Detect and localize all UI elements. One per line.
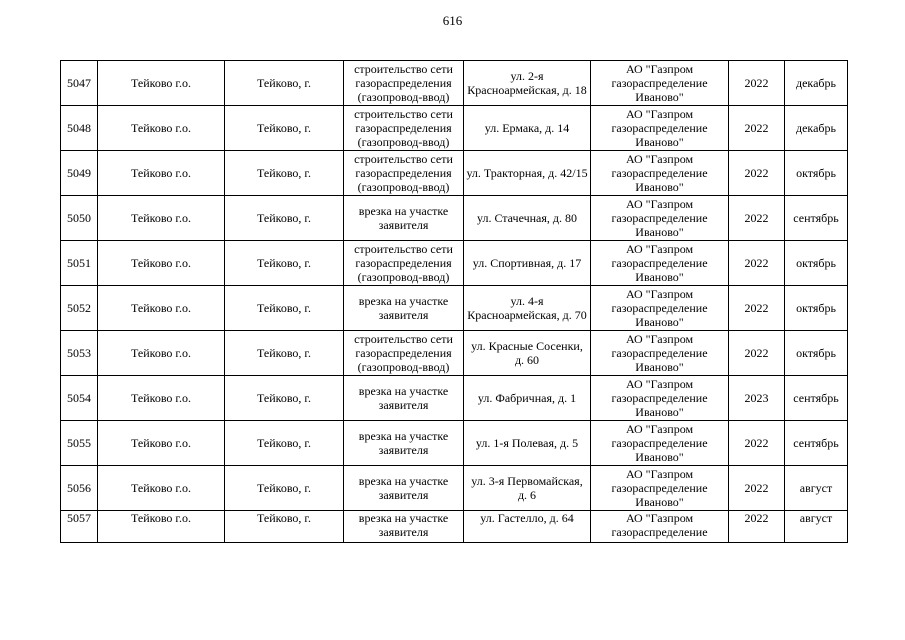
year-cell: 2022 <box>729 151 785 196</box>
year-cell: 2022 <box>729 421 785 466</box>
organization-cell <box>591 511 729 543</box>
row-number-text: 5057 <box>67 511 91 525</box>
row-number-cell: 5054 <box>61 376 98 421</box>
work-type-cell: строительство сети газораспределения (газопровод-ввод) <box>344 106 464 151</box>
year-text: 2022 <box>744 511 769 525</box>
locality-cell: Тейково, г. <box>225 466 344 511</box>
district-cell: Тейково г.о. <box>98 466 225 511</box>
district-cell <box>98 511 225 543</box>
year-cell: 2022 <box>729 106 785 151</box>
year-cell: 2023 <box>729 376 785 421</box>
locality-cell: Тейково, г. <box>225 331 344 376</box>
month-cell: декабрь <box>785 61 848 106</box>
year-cell: 2022 <box>729 331 785 376</box>
row-number-cell: 5056 <box>61 466 98 511</box>
work-type-cell: врезка на участке заявителя <box>344 466 464 511</box>
month-cell: октябрь <box>785 331 848 376</box>
table-row <box>61 151 848 196</box>
month-cell: сентябрь <box>785 376 848 421</box>
year-cell: 2022 <box>729 286 785 331</box>
row-number-cell: 5049 <box>61 151 98 196</box>
month-cell: октябрь <box>785 151 848 196</box>
month-text: август <box>799 511 833 525</box>
organization-cell: АО "Газпром газораспределение Иваново" <box>591 106 729 151</box>
address-cell: ул. 1-я Полевая, д. 5 <box>464 421 591 466</box>
district-cell: Тейково г.о. <box>98 376 225 421</box>
district-cell: Тейково г.о. <box>98 286 225 331</box>
gasification-table <box>60 60 848 543</box>
district-cell: Тейково г.о. <box>98 106 225 151</box>
organization-cell: АО "Газпром газораспределение Иваново" <box>591 331 729 376</box>
row-number-cell: 5052 <box>61 286 98 331</box>
row-number-cell: 5055 <box>61 421 98 466</box>
table-row <box>61 421 848 466</box>
work-type-cell: врезка на участке заявителя <box>344 421 464 466</box>
address-cell: ул. Тракторная, д. 42/15 <box>464 151 591 196</box>
table-row <box>61 466 848 511</box>
locality-cell: Тейково, г. <box>225 376 344 421</box>
work-type-text: врезка на участке заявителя <box>358 511 449 539</box>
year-cell: 2022 <box>729 466 785 511</box>
address-cell: ул. 4-я Красноармейская, д. 70 <box>464 286 591 331</box>
district-cell: Тейково г.о. <box>98 241 225 286</box>
district-text: Тейково г.о. <box>131 511 191 525</box>
month-cell: декабрь <box>785 106 848 151</box>
row-number-cell: 5047 <box>61 61 98 106</box>
table-row <box>61 61 848 106</box>
locality-cell: Тейково, г. <box>225 286 344 331</box>
district-cell: Тейково г.о. <box>98 151 225 196</box>
address-cell: ул. Ермака, д. 14 <box>464 106 591 151</box>
organization-cell: АО "Газпром газораспределение Иваново" <box>591 421 729 466</box>
year-cell: 2022 <box>729 241 785 286</box>
table-row <box>61 196 848 241</box>
work-type-cell: строительство сети газораспределения (газопровод-ввод) <box>344 331 464 376</box>
month-cell: октябрь <box>785 241 848 286</box>
locality-cell: Тейково, г. <box>225 61 344 106</box>
table-row <box>61 511 848 543</box>
address-cell: ул. 3-я Первомайская, д. 6 <box>464 466 591 511</box>
table-row <box>61 241 848 286</box>
address-cell: ул. Фабричная, д. 1 <box>464 376 591 421</box>
work-type-cell: врезка на участке заявителя <box>344 376 464 421</box>
locality-text: Тейково, г. <box>257 511 311 525</box>
district-cell: Тейково г.о. <box>98 196 225 241</box>
organization-cell: АО "Газпром газораспределение Иваново" <box>591 196 729 241</box>
month-cell: октябрь <box>785 286 848 331</box>
address-cell: ул. 2-я Красноармейская, д. 18 <box>464 61 591 106</box>
organization-text: АО "Газпром газораспределение <box>611 511 708 539</box>
table-body <box>61 61 848 543</box>
work-type-cell: врезка на участке заявителя <box>344 286 464 331</box>
month-cell <box>785 511 848 543</box>
organization-cell: АО "Газпром газораспределение Иваново" <box>591 151 729 196</box>
address-cell: ул. Красные Сосенки, д. 60 <box>464 331 591 376</box>
address-cell: ул. Стачечная, д. 80 <box>464 196 591 241</box>
organization-cell: АО "Газпром газораспределение Иваново" <box>591 376 729 421</box>
page-number: 616 <box>442 13 463 28</box>
work-type-cell <box>344 511 464 543</box>
locality-cell: Тейково, г. <box>225 151 344 196</box>
locality-cell: Тейково, г. <box>225 241 344 286</box>
work-type-cell: строительство сети газораспределения (газопровод-ввод) <box>344 61 464 106</box>
table-row <box>61 331 848 376</box>
locality-cell: Тейково, г. <box>225 106 344 151</box>
month-cell: сентябрь <box>785 196 848 241</box>
address-cell: ул. Спортивная, д. 17 <box>464 241 591 286</box>
locality-cell: Тейково, г. <box>225 421 344 466</box>
row-number-cell <box>61 511 98 543</box>
address-cell <box>464 511 591 543</box>
organization-cell: АО "Газпром газораспределение Иваново" <box>591 286 729 331</box>
organization-cell: АО "Газпром газораспределение Иваново" <box>591 61 729 106</box>
table-row <box>61 376 848 421</box>
table-row <box>61 106 848 151</box>
row-number-cell: 5053 <box>61 331 98 376</box>
work-type-cell: строительство сети газораспределения (газопровод-ввод) <box>344 151 464 196</box>
month-cell: сентябрь <box>785 421 848 466</box>
district-cell: Тейково г.о. <box>98 421 225 466</box>
month-cell: август <box>785 466 848 511</box>
year-cell <box>729 511 785 543</box>
organization-cell: АО "Газпром газораспределение Иваново" <box>591 241 729 286</box>
organization-cell: АО "Газпром газораспределение Иваново" <box>591 466 729 511</box>
row-number-cell: 5051 <box>61 241 98 286</box>
row-number-cell: 5048 <box>61 106 98 151</box>
locality-cell <box>225 511 344 543</box>
address-text: ул. Гастелло, д. 64 <box>480 511 574 525</box>
row-number-cell: 5050 <box>61 196 98 241</box>
work-type-cell: врезка на участке заявителя <box>344 196 464 241</box>
table-row <box>61 286 848 331</box>
district-cell: Тейково г.о. <box>98 331 225 376</box>
year-cell: 2022 <box>729 61 785 106</box>
district-cell: Тейково г.о. <box>98 61 225 106</box>
work-type-cell: строительство сети газораспределения (газопровод-ввод) <box>344 241 464 286</box>
locality-cell: Тейково, г. <box>225 196 344 241</box>
year-cell: 2022 <box>729 196 785 241</box>
